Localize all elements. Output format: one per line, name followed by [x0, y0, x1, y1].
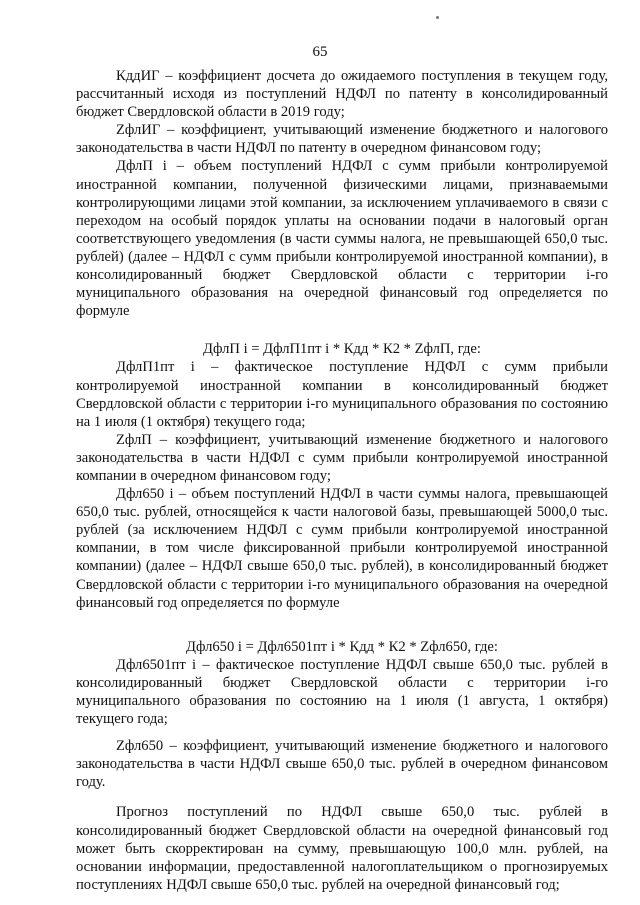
formula-dfl650: Дфл650 i = Дфл6501пт i * Кдд * К2 * Zфл650, где: [186, 638, 498, 655]
page-number: 65 [312, 44, 328, 60]
paragraph-kdd-ig: КддИГ – коэффициент досчета до ожидаемого поступления в текущем году, рассчитанный исходя из поступлений НДФЛ по патенту в консолидированный бюджет Свердловской области в 2019 году; [76, 68, 608, 121]
paragraph-dfl650: Дфл650 i – объем поступлений НДФЛ в части суммы налога, превышающей 650,0 тыс. рублей, относящейся к части налоговой базы, превышающей 5000,0 тыс. рублей (за исключением НДФЛ с сумм прибыли контролируемой иностранной компании, в том числе фиксированной прибыли контролируемой иностранной компании) (далее – НДФЛ свыше 650,0 тыс. рублей), в консолидированный бюджет Свердловской области с территории i-го муниципального образования на очередной финансовый год определяется по формуле [76, 486, 608, 611]
formula-dflp: ДфлП i = ДфлП1пт i * Кдд * К2 * ZфлП, где: [203, 341, 481, 358]
paragraph-dfl6501pt: Дфл6501пт i – фактическое поступление НДФЛ свыше 650,0 тыс. рублей в консолидированный бюджет Свердловской области с территории i-го муниципального образования по состоянию на 1 июля (1 августа, 1 октября) текущего года; [76, 656, 608, 728]
document-body [76, 67, 608, 894]
paragraph-dflp: ДфлП i – объем поступлений НДФЛ с сумм прибыли контролируемой иностранной компании, полученной физическими лицами, признаваемыми контролирующими лицами этой компании, за исключением уплачиваемого в связи с переходом на особый порядок уплаты на основании подачи в налоговый орган соответствующего уведомления (в части суммы налога, не превышающей 650,0 тыс. рублей) (далее – НДФЛ с сумм прибыли контролируемой иностранной компании), в консолидированный бюджет Свердловской области с территории i-го муниципального образования на очередной финансовый год определяется по формуле [76, 158, 608, 320]
paragraph-zflp: ZфлП – коэффициент, учитывающий изменение бюджетного и налогового законодательства в части НДФЛ с сумм прибыли контролируемой иностранной компании в очередном финансовом году; [76, 431, 608, 484]
paragraph-zfl-ig: ZфлИГ – коэффициент, учитывающий изменение бюджетного и налогового законодательства в части НДФЛ по патенту в очередном финансовом году; [76, 122, 608, 157]
paragraph-forecast: Прогноз поступлений по НДФЛ свыше 650,0 тыс. рублей в консолидированный бюджет Свердловской области на очередной финансовый год может быть скорректирован на сумму, превышающую 100,0 млн. рублей, на основании информации, предоставленной налогоплательщиком о прогнозируемых поступлениях НДФЛ свыше 650,0 тыс. рублей на очередной финансовый год; [76, 804, 608, 893]
paragraph-dflp1pt: ДфлП1пт i – фактическое поступление НДФЛ с сумм прибыли контролируемой иностранной компании в консолидированный бюджет Свердловской области с территории i-го муниципального образования по состоянию на 1 июля (1 октября) текущего года; [76, 359, 608, 430]
scan-dot [436, 16, 439, 19]
paragraph-zfl650: Zфл650 – коэффициент, учитывающий изменение бюджетного и налогового законодательства в части НДФЛ свыше 650,0 тыс. рублей в очередном финансовом году. [76, 738, 608, 791]
